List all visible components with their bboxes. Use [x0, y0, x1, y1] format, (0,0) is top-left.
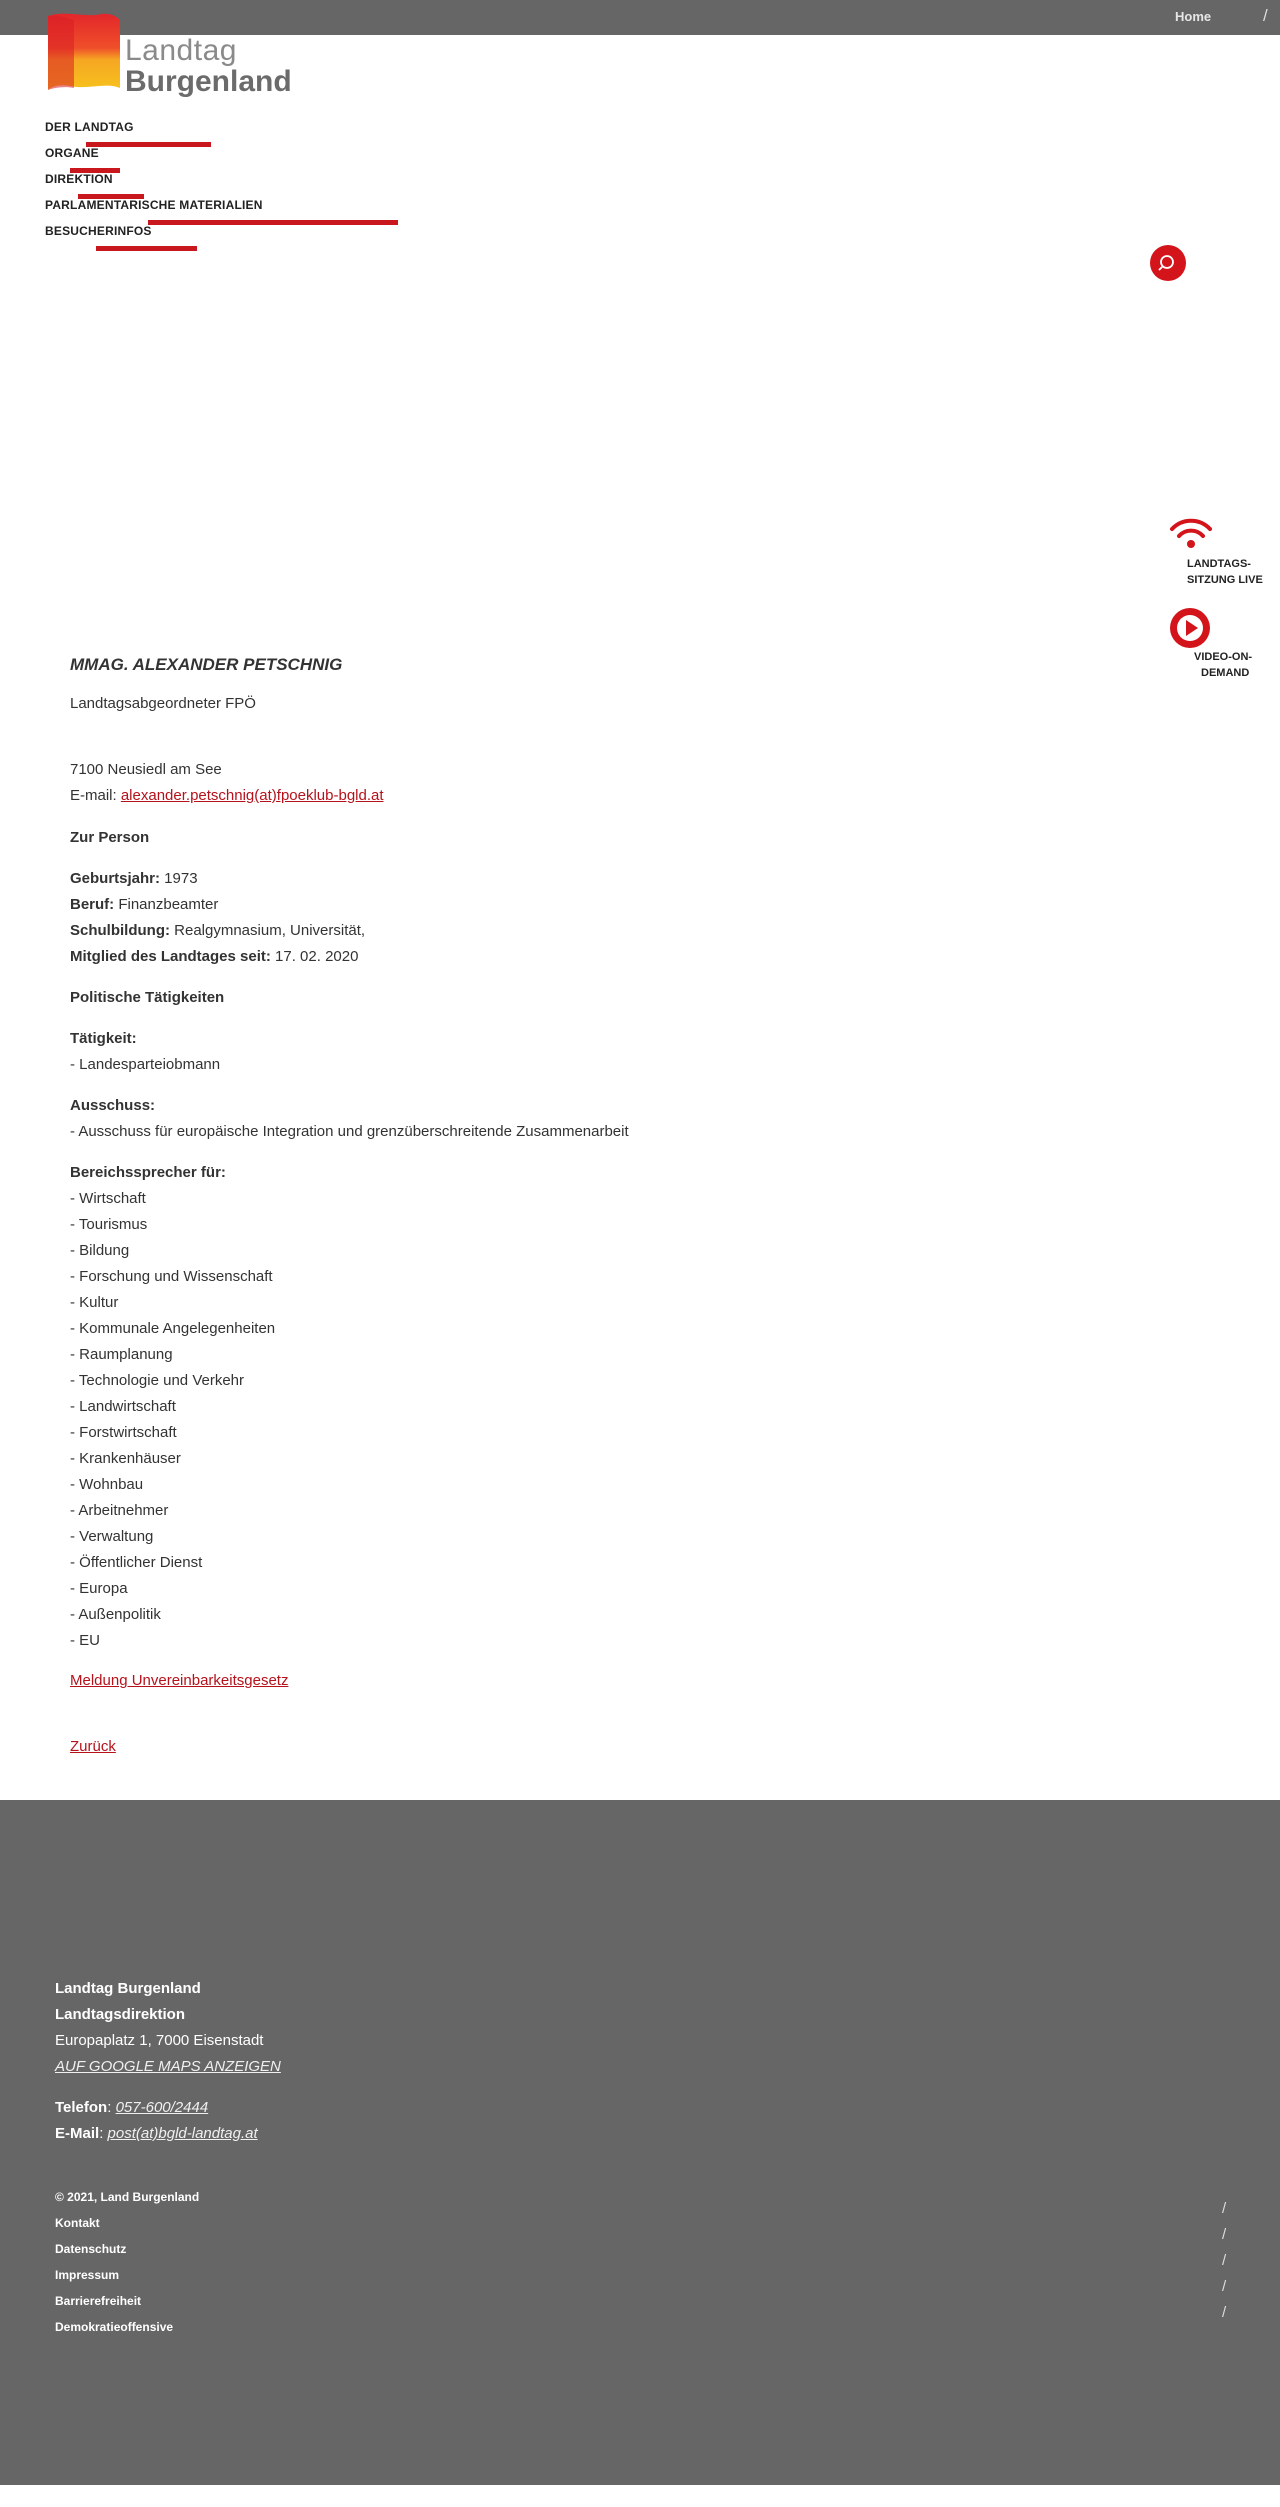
list-item: - EU [70, 1632, 100, 1649]
home-link[interactable]: Home [1175, 9, 1212, 24]
nav-underline [148, 220, 398, 225]
job-value: Finanzbeamter [114, 896, 219, 913]
back-link[interactable]: Zurück [70, 1738, 116, 1755]
copyright: © 2021, Land Burgenland [55, 2190, 200, 2204]
footer-email-link[interactable]: post(at)bgld-landtag.at [107, 2125, 258, 2142]
list-item: - Bildung [70, 1242, 130, 1259]
top-separator: / [1263, 6, 1268, 25]
list-item: - Raumplanung [70, 1346, 173, 1363]
live-label-line2: SITZUNG LIVE [1187, 574, 1263, 586]
member-since-value: 17. 02. 2020 [270, 948, 359, 965]
search-button[interactable] [1150, 245, 1186, 281]
footer-org-name: Landtag Burgenland [55, 1980, 201, 1997]
list-item: - Forschung und Wissenschaft [70, 1268, 273, 1285]
job-row [70, 892, 218, 918]
member-since-label: Mitglied des Landtages seit: [70, 948, 271, 965]
spokesperson-label: Bereichssprecher für: [70, 1164, 226, 1181]
list-item: - Europa [70, 1580, 128, 1597]
footer-separator: / [1222, 2226, 1227, 2243]
birth-year-value: 1973 [160, 870, 198, 887]
person-email-row [70, 783, 384, 809]
live-label-line1: LANDTAGS- [1187, 558, 1251, 570]
list-item: - Öffentlicher Dienst [70, 1554, 203, 1571]
member-since-row [70, 944, 358, 970]
vod-label-line2: DEMAND [1201, 667, 1250, 679]
list-item: - Kultur [70, 1294, 119, 1311]
committee-item: - Ausschuss für europäische Integration und grenzüberschreitende Zusammenarbeit [70, 1123, 629, 1140]
footer-link-barrierefreiheit[interactable]: Barrierefreiheit [55, 2294, 142, 2308]
footer-separator: / [1222, 2304, 1227, 2321]
nav-item-der-landtag[interactable]: DER LANDTAG [45, 120, 134, 134]
list-item: - Landwirtschaft [70, 1398, 176, 1415]
person-address: 7100 Neusiedl am See [70, 761, 222, 778]
nav-underline [86, 142, 211, 147]
list-item: - Tourismus [70, 1216, 148, 1233]
search-icon [1150, 245, 1186, 281]
activity-item: - Landesparteiobmann [70, 1056, 221, 1073]
list-item: - Forstwirtschaft [70, 1424, 177, 1441]
footer-phone-row: Telefon: 057-600/2444 [55, 2099, 209, 2116]
committee-label: Ausschuss: [70, 1097, 156, 1114]
person-email-link[interactable]: alexander.petschnig(at)fpoeklub-bgld.at [120, 787, 384, 804]
nav-item-direktion[interactable]: DIREKTION [45, 172, 113, 186]
wifi-icon [1169, 515, 1213, 551]
list-item: - Wirtschaft [70, 1190, 146, 1207]
logo-text-burgenland: Burgenland [125, 65, 292, 98]
nav-underline [96, 246, 197, 251]
school-row [70, 918, 365, 944]
list-item: - Kommunale Angelegenheiten [70, 1320, 276, 1337]
footer-separator: / [1222, 2278, 1227, 2295]
list-item: - Technologie und Verkehr [70, 1372, 245, 1389]
list-item: - Wohnbau [70, 1476, 144, 1493]
section-heading-person: Zur Person [70, 829, 150, 846]
footer-email-row: E-Mail: post(at)bgld-landtag.at [55, 2125, 258, 2142]
phone-label: Telefon [55, 2099, 108, 2116]
footer [0, 1800, 1280, 2485]
play-icon [1170, 608, 1210, 648]
footer-separator: / [1222, 2200, 1227, 2217]
list-item: - Verwaltung [70, 1528, 154, 1545]
birth-year-label: Geburtsjahr: [70, 870, 161, 887]
birth-year-row [70, 866, 198, 892]
vod-label-line1: VIDEO-ON- [1194, 651, 1253, 663]
person-role: Landtagsabgeordneter FPÖ [70, 695, 256, 712]
activity-label: Tätigkeit: [70, 1030, 137, 1047]
incompatibility-report-link[interactable]: Meldung Unvereinbarkeitsgesetz [70, 1672, 289, 1689]
email-label: E-mail: [70, 787, 121, 804]
google-maps-link[interactable]: AUF GOOGLE MAPS ANZEIGEN [55, 2058, 281, 2075]
email-label: E-Mail [55, 2125, 100, 2142]
logo-text-landtag: Landtag [125, 34, 237, 67]
footer-link-demokratieoffensive[interactable]: Demokratieoffensive [55, 2320, 174, 2334]
footer-org-unit: Landtagsdirektion [55, 2006, 186, 2023]
school-value: Realgymnasium, Universität, [169, 922, 366, 939]
flag-logo-icon [44, 10, 122, 92]
site-logo[interactable] [44, 10, 292, 100]
footer-link-kontakt[interactable]: Kontakt [55, 2216, 100, 2230]
section-heading-politics: Politische Tätigkeiten [70, 989, 225, 1006]
phone-link[interactable]: 057-600/2444 [115, 2099, 209, 2116]
nav-item-organe[interactable]: ORGANE [45, 146, 99, 160]
footer-link-datenschutz[interactable]: Datenschutz [55, 2242, 127, 2256]
nav-item-parlamentarische-materialien[interactable]: PARLAMENTARISCHE MATERIALIEN [45, 198, 263, 212]
list-item: - Außenpolitik [70, 1606, 161, 1623]
school-label: Schulbildung: [70, 922, 170, 939]
footer-separator: / [1222, 2252, 1227, 2269]
nav-item-besucherinfos[interactable]: BESUCHERINFOS [45, 224, 152, 238]
person-name: MMAG. ALEXANDER PETSCHNIG [70, 655, 343, 674]
list-item: - Arbeitnehmer [70, 1502, 169, 1519]
footer-link-impressum[interactable]: Impressum [55, 2268, 120, 2282]
list-item: - Krankenhäuser [70, 1450, 181, 1467]
footer-address: Europaplatz 1, 7000 Eisenstadt [55, 2032, 264, 2049]
job-label: Beruf: [70, 896, 115, 913]
